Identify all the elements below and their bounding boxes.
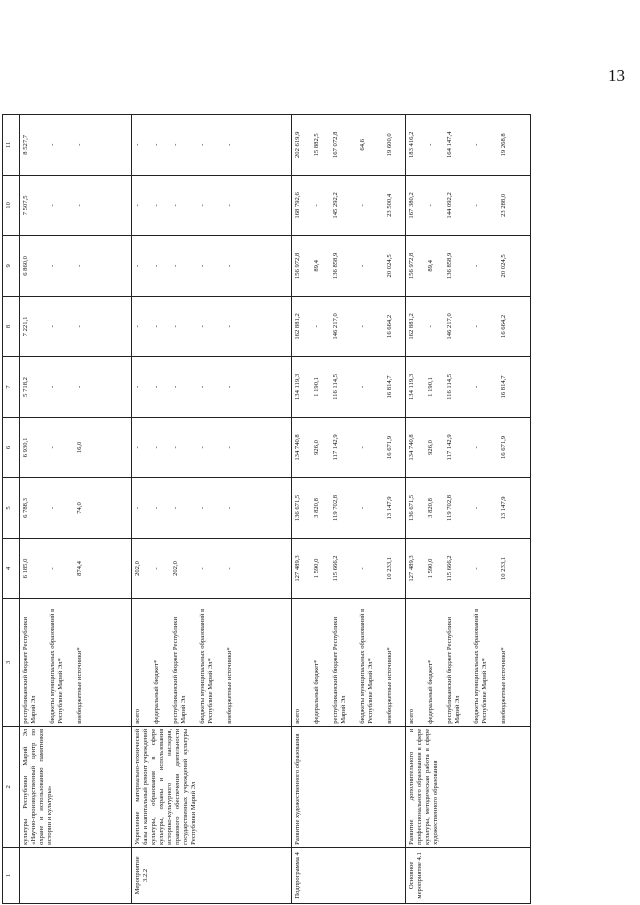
column-number: 2 [3,726,20,847]
amount-value: 127 489,3 [408,555,415,582]
amount-value: - [172,264,179,267]
funding-source-label: федеральный бюджет* [153,659,160,724]
amount-value: 16 671,9 [386,435,393,459]
funding-source-label: республиканский бюджет Республики Марий Эл [332,617,347,724]
year-value-cell [406,296,531,357]
amount-value: 136 858,9 [332,252,339,280]
program-code-cell: Основное мероприятие 4.1 [406,847,531,903]
block-main-measure-4-1 [406,115,531,904]
amount-value: - [134,143,141,146]
amount-value: - [134,506,141,510]
amount-value: - [172,325,179,328]
amount-value: 162 881,2 [294,313,301,340]
amount-value: - [226,385,233,389]
amount-value: - [359,264,366,267]
program-title-cell: культуры Республики Марий Эл «Научно-производственный центр по охране и использованию памятников истории и культуры» [20,726,132,847]
amount-value: 1 190,1 [313,377,320,397]
amount-value: - [172,204,179,207]
funding-source-label: республиканский бюджет Республики Марий Эл [22,617,37,724]
amount-value: - [226,506,233,510]
amount-value: 134 119,3 [408,373,415,400]
amount-value: 1 190,1 [427,377,434,397]
year-value-cell [292,357,406,418]
funding-sources-cell [292,599,406,727]
amount-value: 6 788,3 [22,498,29,518]
year-value-cell [406,538,531,599]
funding-source-label: республиканский бюджет Республики Марий Эл [446,617,461,724]
amount-value: 926,0 [427,440,434,455]
amount-value: 167 072,8 [332,131,339,158]
amount-value: - [313,204,320,207]
amount-value: - [153,385,160,389]
amount-value: 6 930,1 [22,437,29,458]
amount-value: 146 217,0 [332,313,339,340]
year-value-cell [292,115,406,176]
column-number: 1 [3,847,20,903]
amount-value: 136 671,5 [294,494,301,522]
funding-sources-cell [132,599,292,727]
amount-value: - [76,143,83,146]
amount-value: 116 114,5 [332,373,339,400]
funding-sources-cell [20,599,132,727]
column-number: 8 [3,296,20,357]
amount-value: - [49,325,56,328]
year-value-cell [132,478,292,539]
amount-value: 89,4 [313,260,320,272]
amount-value: 8 527,7 [22,134,29,155]
amount-value: 16 664,2 [386,314,393,338]
amount-value: - [134,446,141,449]
amount-value: 19 600,0 [386,133,393,157]
program-title-cell: Развитие художественного образования [292,726,406,847]
amount-value: 16 664,2 [500,314,507,338]
year-value-cell [292,538,406,599]
amount-value: - [153,204,160,207]
amount-value: - [359,204,366,207]
amount-value: - [359,446,366,449]
column-number: 5 [3,478,20,539]
amount-value: - [199,446,206,449]
amount-value: 13 147,9 [500,496,507,520]
amount-value: - [473,446,480,449]
amount-value: - [153,264,160,267]
amount-value: - [359,506,366,510]
program-code-cell: Подпрограмма 4 [292,847,406,903]
amount-value: 167 380,2 [408,192,415,219]
amount-value: 115 666,2 [446,555,453,582]
column-number: 9 [3,236,20,297]
funding-source-label: федеральный бюджет* [427,659,434,724]
amount-value: 10 233,1 [386,556,393,581]
amount-value: - [172,446,179,449]
amount-value: - [226,143,233,146]
year-value-cell [406,357,531,418]
amount-value: - [153,143,160,146]
year-value-cell [20,417,132,478]
funding-source-label: всего [294,708,301,724]
amount-value: - [313,325,320,328]
amount-value: 19 268,8 [500,133,507,157]
amount-value: 144 092,2 [446,192,453,219]
amount-value: 117 142,9 [446,434,453,461]
column-number: 10 [3,175,20,236]
amount-value: - [199,204,206,207]
amount-value: 162 881,2 [408,313,415,340]
amount-value: 156 972,8 [294,252,301,280]
amount-value: - [359,325,366,328]
amount-value: 136 858,9 [446,252,453,280]
block-program-center [20,115,132,904]
column-number: 7 [3,357,20,418]
amount-value: - [199,385,206,389]
amount-value: - [473,385,480,389]
amount-value: - [172,506,179,510]
funding-source-label: внебюджетные источники* [226,647,233,724]
amount-value: 164 147,4 [446,131,453,158]
amount-value: - [199,143,206,146]
amount-value: 15 882,5 [313,133,320,157]
funding-source-label: внебюджетные источники* [386,647,393,724]
year-value-cell [132,236,292,297]
amount-value: 89,4 [427,260,434,272]
amount-value: 202 619,9 [294,131,301,158]
funding-source-label: всего [134,708,141,724]
amount-value: 134 740,8 [294,434,301,461]
amount-value: 1 590,0 [427,558,434,579]
column-number-header-row [3,115,20,904]
amount-value: - [134,204,141,207]
amount-value: 119 702,8 [332,494,339,522]
amount-value: - [134,325,141,328]
year-value-cell [406,417,531,478]
amount-value: - [153,506,160,510]
amount-value: 136 671,5 [408,494,415,522]
amount-value: - [134,264,141,267]
amount-value: 16,0 [76,441,83,454]
year-value-cell [20,296,132,357]
amount-value: - [226,264,233,267]
amount-value: - [427,143,434,146]
program-title-cell: Укрепление материально-технической базы и капитальный ремонт учреждений культуры, образования в сфере культуры, охраны и использования историко-культурного наследия, правового обеспечения деятельности государственных учреждений культуры Республики Марий Эл [132,726,292,847]
amount-value: - [153,567,160,570]
amount-value: 202,0 [134,561,141,576]
column-number: 4 [3,538,20,599]
amount-value: 64,6 [359,139,366,151]
amount-value: 134 119,3 [294,373,301,400]
year-value-cell [20,115,132,176]
column-number: 3 [3,599,20,727]
amount-value: 1 590,0 [313,558,320,579]
amount-value: 74,0 [76,502,83,514]
amount-value: - [49,264,56,267]
amount-value: 10 233,1 [500,556,507,581]
amount-value: - [153,325,160,328]
funding-source-label: бюджеты муниципальных образований в Республике Марий Эл* [49,608,64,724]
amount-value: 16 814,7 [386,375,393,399]
rotated-landscape-content [2,114,558,904]
amount-value: 6 860,0 [22,256,29,276]
amount-value: - [226,567,233,570]
amount-value: 119 702,8 [446,494,453,522]
year-value-cell [292,417,406,478]
year-value-cell [132,175,292,236]
year-value-cell [292,236,406,297]
year-value-cell [292,175,406,236]
year-value-cell [132,296,292,357]
amount-value: - [76,325,83,328]
year-value-cell [132,115,292,176]
amount-value: 874,4 [76,561,83,576]
amount-value: 23 500,4 [386,193,393,217]
amount-value: - [76,385,83,389]
column-number: 11 [3,115,20,176]
year-value-cell [20,357,132,418]
program-code-cell: Мероприятие 3.2.2 [132,847,292,903]
year-value-cell [20,175,132,236]
program-title-cell: Развитие дополнительного и профессионального образования в сфере культуры, методическая работа в сфере художественного образования [406,726,531,847]
funding-source-label: бюджеты муниципальных образований в Республике Марий Эл* [199,608,214,724]
amount-value: - [473,325,480,328]
funding-source-label: федеральный бюджет* [313,659,320,724]
amount-value: 117 142,9 [332,434,339,461]
year-value-cell [20,538,132,599]
amount-value: - [199,264,206,267]
amount-value: 146 217,0 [446,313,453,340]
block-subprogram-4 [292,115,406,904]
funding-source-label: внебюджетные источники* [500,647,507,724]
amount-value: 7 507,5 [22,195,29,216]
amount-value: - [49,446,56,449]
amount-value: 202,0 [172,561,179,576]
amount-value: - [49,567,56,570]
amount-value: - [199,506,206,510]
amount-value: 145 292,2 [332,192,339,219]
financing-table [2,114,531,904]
amount-value: - [359,567,366,570]
funding-source-label: бюджеты муниципальных образований в Республике Марий Эл* [359,608,374,724]
amount-value: - [49,385,56,389]
amount-value: 156 972,8 [408,252,415,280]
amount-value: - [359,385,366,389]
amount-value: 115 666,2 [332,555,339,582]
year-value-cell [406,236,531,297]
amount-value: 20 024,5 [500,254,507,278]
amount-value: - [153,446,160,449]
amount-value: - [427,204,434,207]
page-number: 13 [608,66,625,85]
funding-source-label: всего [408,708,415,724]
amount-value: 168 792,6 [294,192,301,219]
amount-value: - [427,325,434,328]
year-value-cell [20,478,132,539]
amount-value: 6 185,0 [22,558,29,579]
amount-value: - [226,446,233,449]
funding-source-label: бюджеты муниципальных образований в Республике Марий Эл* [473,608,488,724]
amount-value: - [49,204,56,207]
column-number: 6 [3,417,20,478]
funding-source-label: внебюджетные источники* [76,647,83,724]
amount-value: - [172,385,179,389]
amount-value: 134 740,8 [408,434,415,461]
amount-value: - [49,506,56,510]
amount-value: 7 221,1 [22,316,29,337]
year-value-cell [292,478,406,539]
amount-value: 16 814,7 [500,375,507,399]
amount-value: - [199,567,206,570]
amount-value: 16 671,9 [500,435,507,459]
year-value-cell [406,175,531,236]
block-measure-3-2-2 [132,115,292,904]
amount-value: - [473,567,480,570]
amount-value: - [76,204,83,207]
amount-value: - [76,264,83,267]
amount-value: 13 147,9 [386,496,393,520]
amount-value: - [473,204,480,207]
amount-value: - [49,143,56,146]
amount-value: 926,0 [313,440,320,455]
amount-value: - [473,143,480,146]
year-value-cell [406,478,531,539]
funding-sources-cell [406,599,531,727]
program-code-cell [20,847,132,903]
year-value-cell [132,357,292,418]
year-value-cell [20,236,132,297]
amount-value: 3 820,8 [427,498,434,518]
amount-value: 23 288,0 [500,193,507,217]
amount-value: - [473,264,480,267]
funding-source-label: республиканский бюджет Республики Марий Эл [172,617,187,724]
amount-value: 5 718,2 [22,377,29,397]
year-value-cell [132,417,292,478]
amount-value: 116 114,5 [446,373,453,400]
amount-value: - [134,385,141,389]
year-value-cell [406,115,531,176]
amount-value: 127 489,3 [294,555,301,582]
amount-value: - [226,325,233,328]
amount-value: - [226,204,233,207]
year-value-cell [292,296,406,357]
amount-value: - [172,143,179,146]
amount-value: - [473,506,480,510]
amount-value: - [199,325,206,328]
amount-value: 20 024,5 [386,254,393,278]
amount-value: 3 820,8 [313,498,320,518]
amount-value: 183 416,2 [408,131,415,158]
year-value-cell [132,538,292,599]
